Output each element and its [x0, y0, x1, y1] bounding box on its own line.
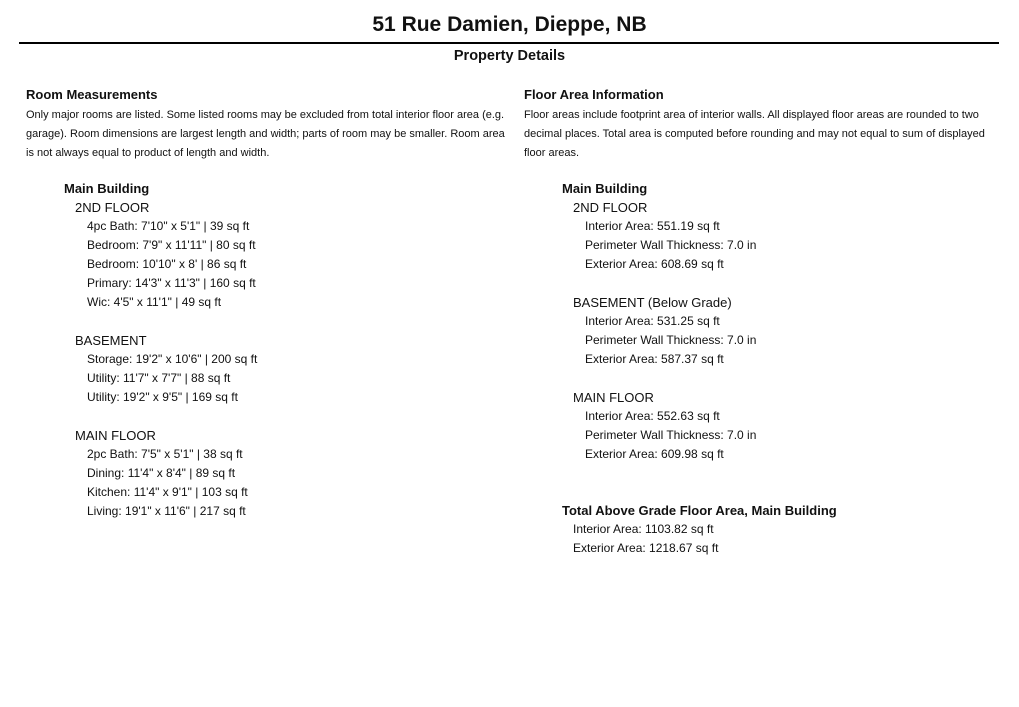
interior-area: Interior Area: 531.25 sq ft — [585, 314, 720, 328]
header-divider — [19, 42, 999, 44]
floor-group-basement — [75, 331, 257, 407]
room-row: Storage: 19'2" x 10'6" | 200 sq ft — [87, 352, 258, 366]
property-address-title: 51 Rue Damien, Dieppe, NB — [372, 13, 647, 36]
room-row: 2pc Bath: 7'5" x 5'1" | 38 sq ft — [87, 447, 243, 461]
room-measurements-building — [64, 179, 257, 521]
wall-thickness: Perimeter Wall Thickness: 7.0 in — [585, 238, 757, 252]
floor-area-group-main-floor — [573, 388, 756, 464]
floor-area-section — [524, 86, 1009, 163]
wall-thickness: Perimeter Wall Thickness: 7.0 in — [585, 428, 757, 442]
room-row: 4pc Bath: 7'10" x 5'1" | 39 sq ft — [87, 219, 250, 233]
total-floor-area — [562, 501, 837, 558]
floor-area-group-basement — [573, 293, 756, 369]
exterior-area: Exterior Area: 608.69 sq ft — [585, 257, 724, 271]
wall-thickness: Perimeter Wall Thickness: 7.0 in — [585, 333, 757, 347]
floor-name: BASEMENT — [75, 333, 147, 348]
floor-group-main-floor — [75, 426, 257, 521]
room-row: Living: 19'1" x 11'6" | 217 sq ft — [87, 504, 246, 518]
exterior-area: Exterior Area: 609.98 sq ft — [585, 447, 724, 461]
floor-area-heading: Floor Area Information — [524, 87, 664, 102]
floor-name: 2ND FLOOR — [75, 200, 150, 215]
interior-area: Interior Area: 551.19 sq ft — [585, 219, 720, 233]
floor-area-building — [562, 179, 756, 464]
room-row: Primary: 14'3" x 11'3" | 160 sq ft — [87, 276, 256, 290]
room-measurements-note: Only major rooms are listed. Some listed rooms may be excluded from total interior floor area (e.g. garage). Room dimensions are largest length and width; parts of room may be smaller. Room area is not always equal to product of length and width. — [26, 109, 505, 159]
total-exterior-area: Exterior Area: 1218.67 sq ft — [573, 541, 719, 555]
total-floor-area-title: Total Above Grade Floor Area, Main Building — [562, 503, 837, 518]
room-row: Wic: 4'5" x 11'1" | 49 sq ft — [87, 295, 222, 309]
building-name: Main Building — [64, 181, 150, 196]
floor-name: 2ND FLOOR — [573, 200, 648, 215]
room-row: Bedroom: 10'10" x 8' | 86 sq ft — [87, 257, 247, 271]
room-row: Bedroom: 7'9" x 11'11" | 80 sq ft — [87, 238, 256, 252]
building-name: Main Building — [562, 181, 648, 196]
floor-group-2nd-floor — [75, 198, 257, 312]
room-measurements-section — [26, 86, 506, 163]
floor-area-note: Floor areas include footprint area of interior walls. All displayed floor areas are rounded to two decimal places. Total area is computed before rounding and may not equal to sum of displayed floor areas. — [524, 109, 985, 159]
floor-area-group-2nd-floor — [573, 198, 756, 274]
exterior-area: Exterior Area: 587.37 sq ft — [585, 352, 724, 366]
room-row: Kitchen: 11'4" x 9'1" | 103 sq ft — [87, 485, 248, 499]
room-measurements-heading: Room Measurements — [26, 87, 158, 102]
floor-name: MAIN FLOOR — [573, 390, 654, 405]
interior-area: Interior Area: 552.63 sq ft — [585, 409, 720, 423]
room-row: Dining: 11'4" x 8'4" | 89 sq ft — [87, 466, 236, 480]
room-row: Utility: 11'7" x 7'7" | 88 sq ft — [87, 371, 231, 385]
floor-name: MAIN FLOOR — [75, 428, 156, 443]
property-details-subtitle: Property Details — [453, 48, 566, 64]
room-row: Utility: 19'2" x 9'5" | 169 sq ft — [87, 390, 238, 404]
floor-name: BASEMENT (Below Grade) — [573, 295, 732, 310]
total-interior-area: Interior Area: 1103.82 sq ft — [573, 522, 714, 536]
